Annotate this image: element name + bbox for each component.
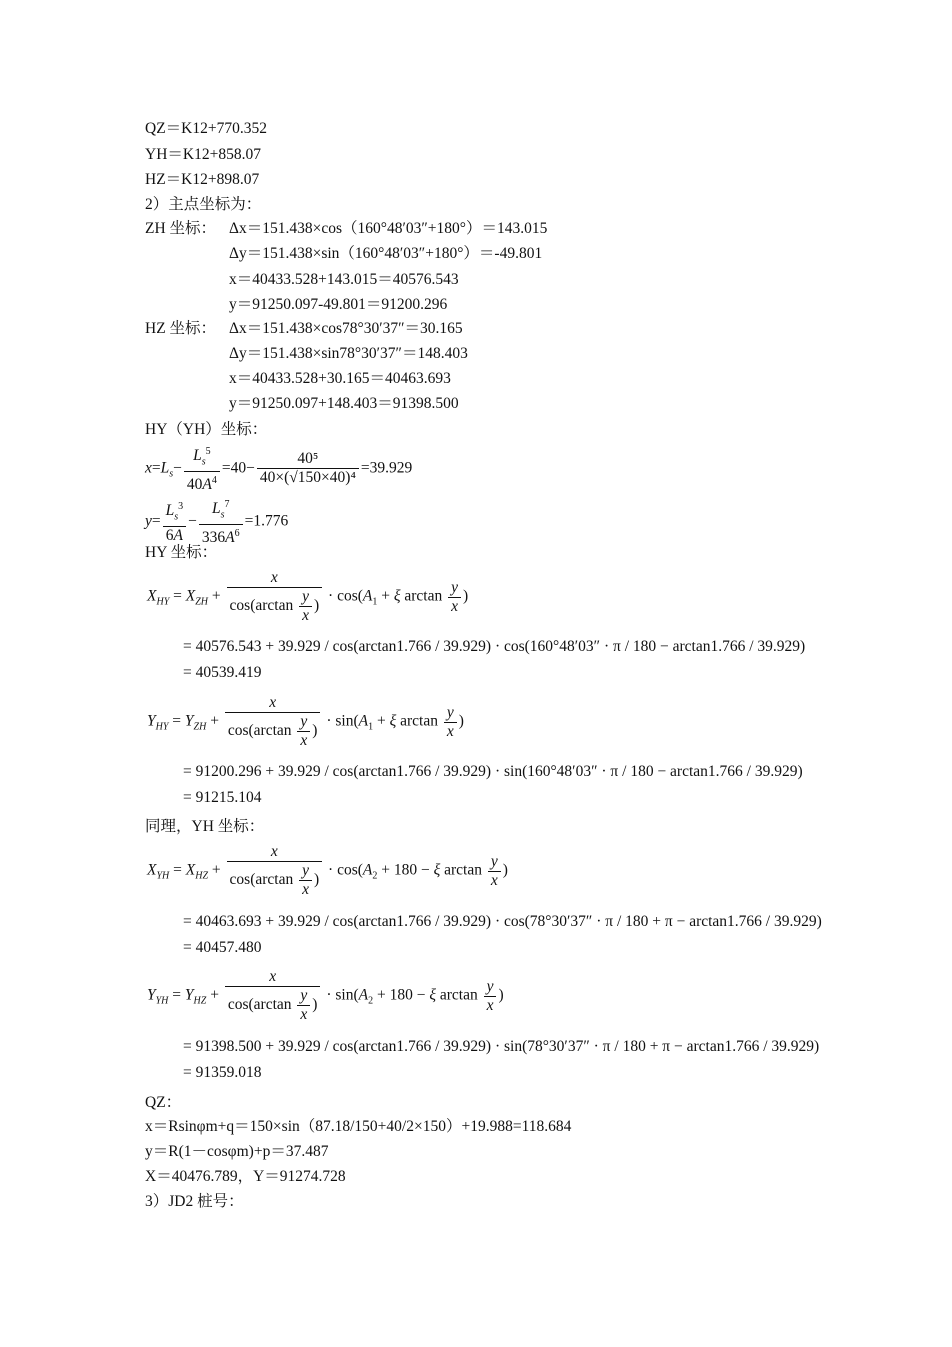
hz-label: HZ 坐标： [145, 320, 217, 337]
hy-X-result: = 40539.419 [183, 664, 262, 681]
hy-heading: HY 坐标： [145, 544, 218, 561]
hz-dx: Δx＝151.438×cos78°30′37″＝30.165 [229, 320, 463, 337]
fraction-ls5: $\frac{L_s^5}{40A^4}$ [184, 443, 220, 494]
yh-Y-result: = 91359.018 [183, 1064, 262, 1081]
fraction-numeric: $\frac{\text{40⁵}}{\text{40×(√150×40)⁴}}$ [257, 450, 359, 487]
yh-X-result: = 40457.480 [183, 939, 262, 956]
qz-label: QZ： [145, 1094, 182, 1111]
formula-mid: =40− [221, 459, 255, 477]
formula-result: =39.929 [360, 459, 413, 477]
fraction-ls7: $\frac{L_s^7}{336A^6}$ [199, 496, 243, 547]
yh-station: YH＝K12+858.07 [145, 146, 261, 163]
formula-lhs-x: x [145, 459, 152, 477]
yh-X-general: $X_{YH} = X_{HZ}$ + x cos(arctan $\frac{y}{x}$ ) · $\cos(A_2 + 180 - \xi$ arctan $\frac{y}{x}$ ) [147, 843, 508, 898]
hy-Y-substituted: = 91200.296 + 39.929 / cos(arctan1.766 / 39.929) · sin(160°48′03″ · π / 180 − arctan1.766 / 39.929) [183, 763, 803, 780]
qz-y: y＝R(1－cosφm)+p＝37.487 [145, 1143, 329, 1160]
hy-Y-general: $Y_{HY} = Y_{ZH}$ + x cos(arctan $\frac{y}{x}$ ) · $\sin(A_1 + \xi$ arctan $\frac{y}{x}$ ) [147, 694, 464, 749]
qz-XY: X＝40476.789，Y＝91274.728 [145, 1168, 346, 1185]
zh-dx: Δx＝151.438×cos（160°48′03″+180°）＝143.015 [229, 220, 548, 237]
formula-lhs-y: y [145, 512, 152, 530]
qz-x: x＝Rsinφm+q＝150×sin（87.18/150+40/2×150）+19.988=118.684 [145, 1118, 572, 1135]
hy-y-formula: y= $\frac{L_s^3}{6A}$ − $\frac{L_s^7}{336A^6}$ =1.776 [145, 496, 288, 547]
hy-x-formula: $x=L_s-$ $\frac{L_s^5}{40A^4}$ =40− $\frac{\text{40⁵}}{\text{40×(√150×40)⁴}}$ =39.929 [145, 443, 412, 494]
yh-heading: 同理，YH 坐标： [145, 818, 265, 835]
yh-X-substituted: = 40463.693 + 39.929 / cos(arctan1.766 / 39.929) · cos(78°30′37″ · π / 180 + π − arctan1.766 / 39.929) [183, 913, 822, 930]
fraction-ls3: $\frac{L_s^3}{6A}$ [163, 498, 187, 545]
zh-x: x＝40433.528+143.015＝40576.543 [229, 271, 459, 288]
hz-x: x＝40433.528+30.165＝40463.693 [229, 370, 451, 387]
hy-X-substituted: = 40576.543 + 39.929 / cos(arctan1.766 / 39.929) · cos(160°48′03″ · π / 180 − arctan1.766 / 39.929) [183, 638, 806, 655]
hy-yh-heading: HY（YH）坐标： [145, 421, 268, 438]
zh-dy: Δy＝151.438×sin（160°48′03″+180°）＝-49.801 [229, 245, 543, 262]
hz-station: HZ＝K12+898.07 [145, 171, 260, 188]
zh-label: ZH 坐标： [145, 220, 217, 237]
qz-station: QZ＝K12+770.352 [145, 120, 267, 137]
section-heading-jd2: 3）JD2 桩号： [145, 1193, 244, 1210]
hy-X-general: $X_{HY} = X_{ZH}$ + x cos(arctan $\frac{y}{x}$ ) · $\cos(A_1 + \xi$ arctan $\frac{y}{x}$ ) [147, 569, 469, 624]
hz-y: y＝91250.097+148.403＝91398.500 [229, 395, 459, 412]
hy-Y-result: = 91215.104 [183, 789, 262, 806]
yh-Y-general: $Y_{YH} = Y_{HZ}$ + x cos(arctan $\frac{y}{x}$ ) · $\sin(A_2 + 180 - \xi$ arctan $\frac{y}{x}$ ) [147, 968, 504, 1023]
section-heading-main-points: 2）主点坐标为： [145, 196, 262, 213]
yh-Y-substituted: = 91398.500 + 39.929 / cos(arctan1.766 / 39.929) · sin(78°30′37″ · π / 180 + π − arctan1.766 / 39.929) [183, 1038, 820, 1055]
zh-y: y＝91250.097-49.801＝91200.296 [229, 296, 448, 313]
hz-dy: Δy＝151.438×sin78°30′37″＝148.403 [229, 345, 468, 362]
formula-result-y: =1.776 [244, 512, 289, 530]
